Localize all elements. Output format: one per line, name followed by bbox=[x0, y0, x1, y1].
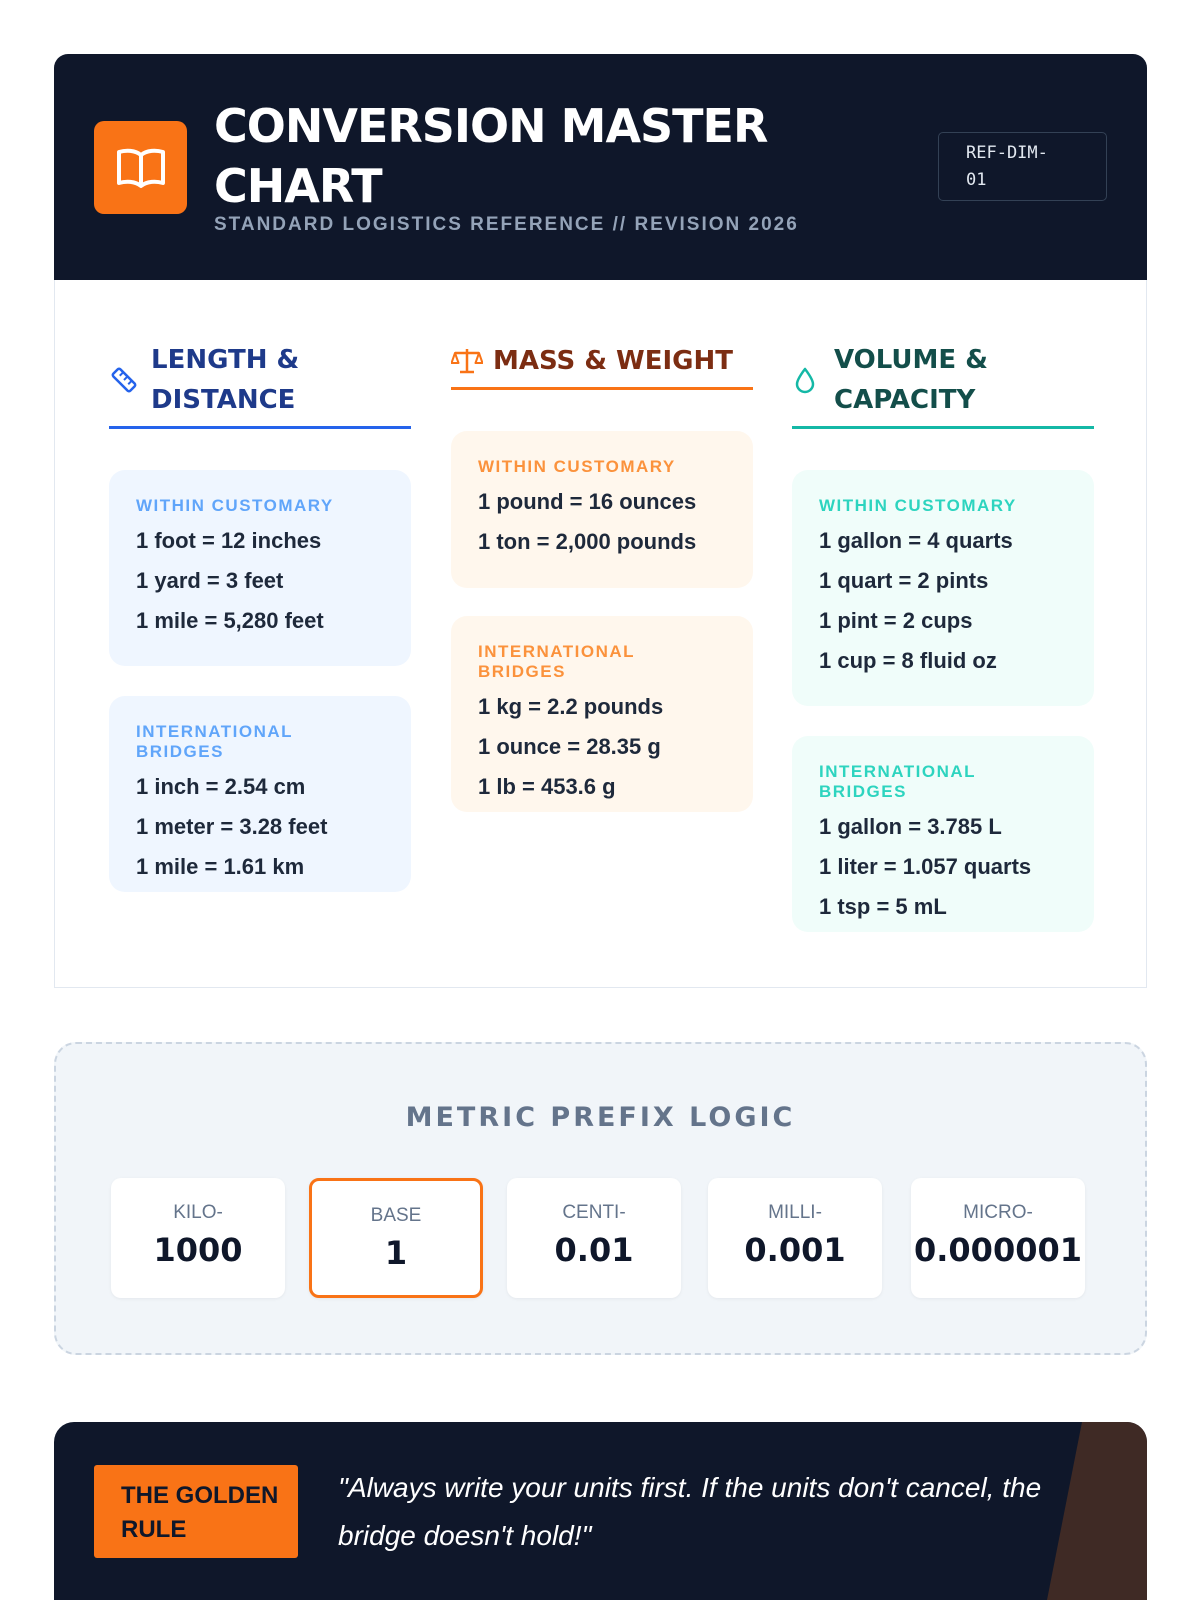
conversion-line: 1 quart = 2 pints bbox=[819, 568, 989, 593]
prefix-card-kilo bbox=[111, 1178, 285, 1298]
golden-rule-banner bbox=[54, 1422, 1147, 1600]
prefix-value: 0.000001 bbox=[913, 1231, 1082, 1269]
volume-header bbox=[792, 334, 1094, 429]
prefix-card-milli bbox=[708, 1178, 882, 1298]
mass-column bbox=[451, 334, 753, 799]
prefix-name: CENTI- bbox=[562, 1202, 626, 1223]
card-kicker: WITHIN CUSTOMARY bbox=[819, 496, 1017, 515]
prefix-name: BASE bbox=[370, 1205, 422, 1226]
header-banner bbox=[54, 54, 1147, 280]
volume-column bbox=[792, 334, 1094, 919]
conversion-line: 1 mile = 5,280 feet bbox=[136, 608, 324, 633]
conversion-line: 1 pint = 2 cups bbox=[819, 608, 973, 633]
length-column bbox=[109, 334, 411, 879]
logo-badge bbox=[94, 121, 187, 214]
conversion-line: 1 lb = 453.6 g bbox=[478, 774, 616, 799]
conversion-line: 1 gallon = 3.785 L bbox=[819, 814, 1002, 839]
conversion-panel bbox=[54, 280, 1147, 988]
reference-code-line: REF-DIM- bbox=[966, 143, 1048, 163]
prefix-card-base bbox=[309, 1178, 483, 1298]
prefix-value: 1 bbox=[384, 1234, 408, 1272]
volume-bridges-card bbox=[792, 736, 1094, 932]
mass-customary-card bbox=[451, 431, 753, 588]
mass-bridges-card bbox=[451, 616, 753, 812]
conversion-line: 1 yard = 3 feet bbox=[136, 568, 284, 593]
ruler-icon bbox=[109, 365, 139, 395]
length-bridges-card bbox=[109, 696, 411, 892]
metric-prefix-section bbox=[54, 1042, 1147, 1355]
card-kicker: WITHIN CUSTOMARY bbox=[478, 457, 676, 476]
card-kicker: INTERNATIONAL BRIDGES bbox=[136, 722, 293, 761]
card-kicker: INTERNATIONAL BRIDGES bbox=[478, 642, 635, 681]
mass-header bbox=[451, 334, 753, 390]
prefix-value: 0.001 bbox=[744, 1231, 846, 1269]
reference-code-line: 01 bbox=[966, 170, 987, 190]
conversion-line: 1 mile = 1.61 km bbox=[136, 854, 305, 879]
conversion-line: 1 gallon = 4 quarts bbox=[819, 528, 1013, 553]
conversion-line: 1 ounce = 28.35 g bbox=[478, 734, 661, 759]
prefix-card-micro bbox=[911, 1178, 1085, 1298]
mass-title: MASS & WEIGHT bbox=[493, 345, 734, 376]
length-header bbox=[109, 334, 411, 429]
conversion-line: 1 ton = 2,000 pounds bbox=[478, 529, 697, 554]
card-kicker: INTERNATIONAL BRIDGES bbox=[819, 762, 976, 801]
volume-customary-card bbox=[792, 470, 1094, 706]
conversion-line: 1 tsp = 5 mL bbox=[819, 894, 947, 919]
conversion-line: 1 cup = 8 fluid oz bbox=[819, 648, 997, 673]
prefix-value: 1000 bbox=[153, 1231, 243, 1269]
golden-rule-quote: "Always write your units first. If the units don't cancel, the bridge doesn't hold!" bbox=[338, 1472, 1042, 1551]
conversion-line: 1 foot = 12 inches bbox=[136, 528, 322, 553]
card-kicker: WITHIN CUSTOMARY bbox=[136, 496, 334, 515]
book-icon bbox=[115, 145, 167, 191]
conversion-line: 1 inch = 2.54 cm bbox=[136, 774, 306, 799]
conversion-line: 1 pound = 16 ounces bbox=[478, 489, 697, 514]
conversion-line: 1 liter = 1.057 quarts bbox=[819, 854, 1032, 879]
volume-title: VOLUME & CAPACITY bbox=[834, 345, 988, 415]
prefix-card-centi bbox=[507, 1178, 681, 1298]
page-title: CONVERSION MASTER CHART bbox=[214, 99, 768, 213]
conversion-line: 1 kg = 2.2 pounds bbox=[478, 694, 664, 719]
golden-rule-badge: THE GOLDEN RULE bbox=[94, 1465, 298, 1558]
prefix-name: MICRO- bbox=[963, 1202, 1033, 1223]
prefix-name: MILLI- bbox=[768, 1202, 822, 1223]
droplet-icon bbox=[792, 365, 818, 395]
page-subtitle: STANDARD LOGISTICS REFERENCE // REVISION 2026 bbox=[214, 214, 799, 235]
prefix-value: 0.01 bbox=[554, 1231, 634, 1269]
prefix-name: KILO- bbox=[173, 1202, 223, 1223]
length-title: LENGTH & DISTANCE bbox=[151, 345, 300, 415]
metric-title: METRIC PREFIX LOGIC bbox=[405, 1102, 796, 1133]
reference-code bbox=[938, 132, 1107, 201]
scale-icon bbox=[451, 346, 483, 376]
length-customary-card bbox=[109, 470, 411, 666]
conversion-line: 1 meter = 3.28 feet bbox=[136, 814, 328, 839]
